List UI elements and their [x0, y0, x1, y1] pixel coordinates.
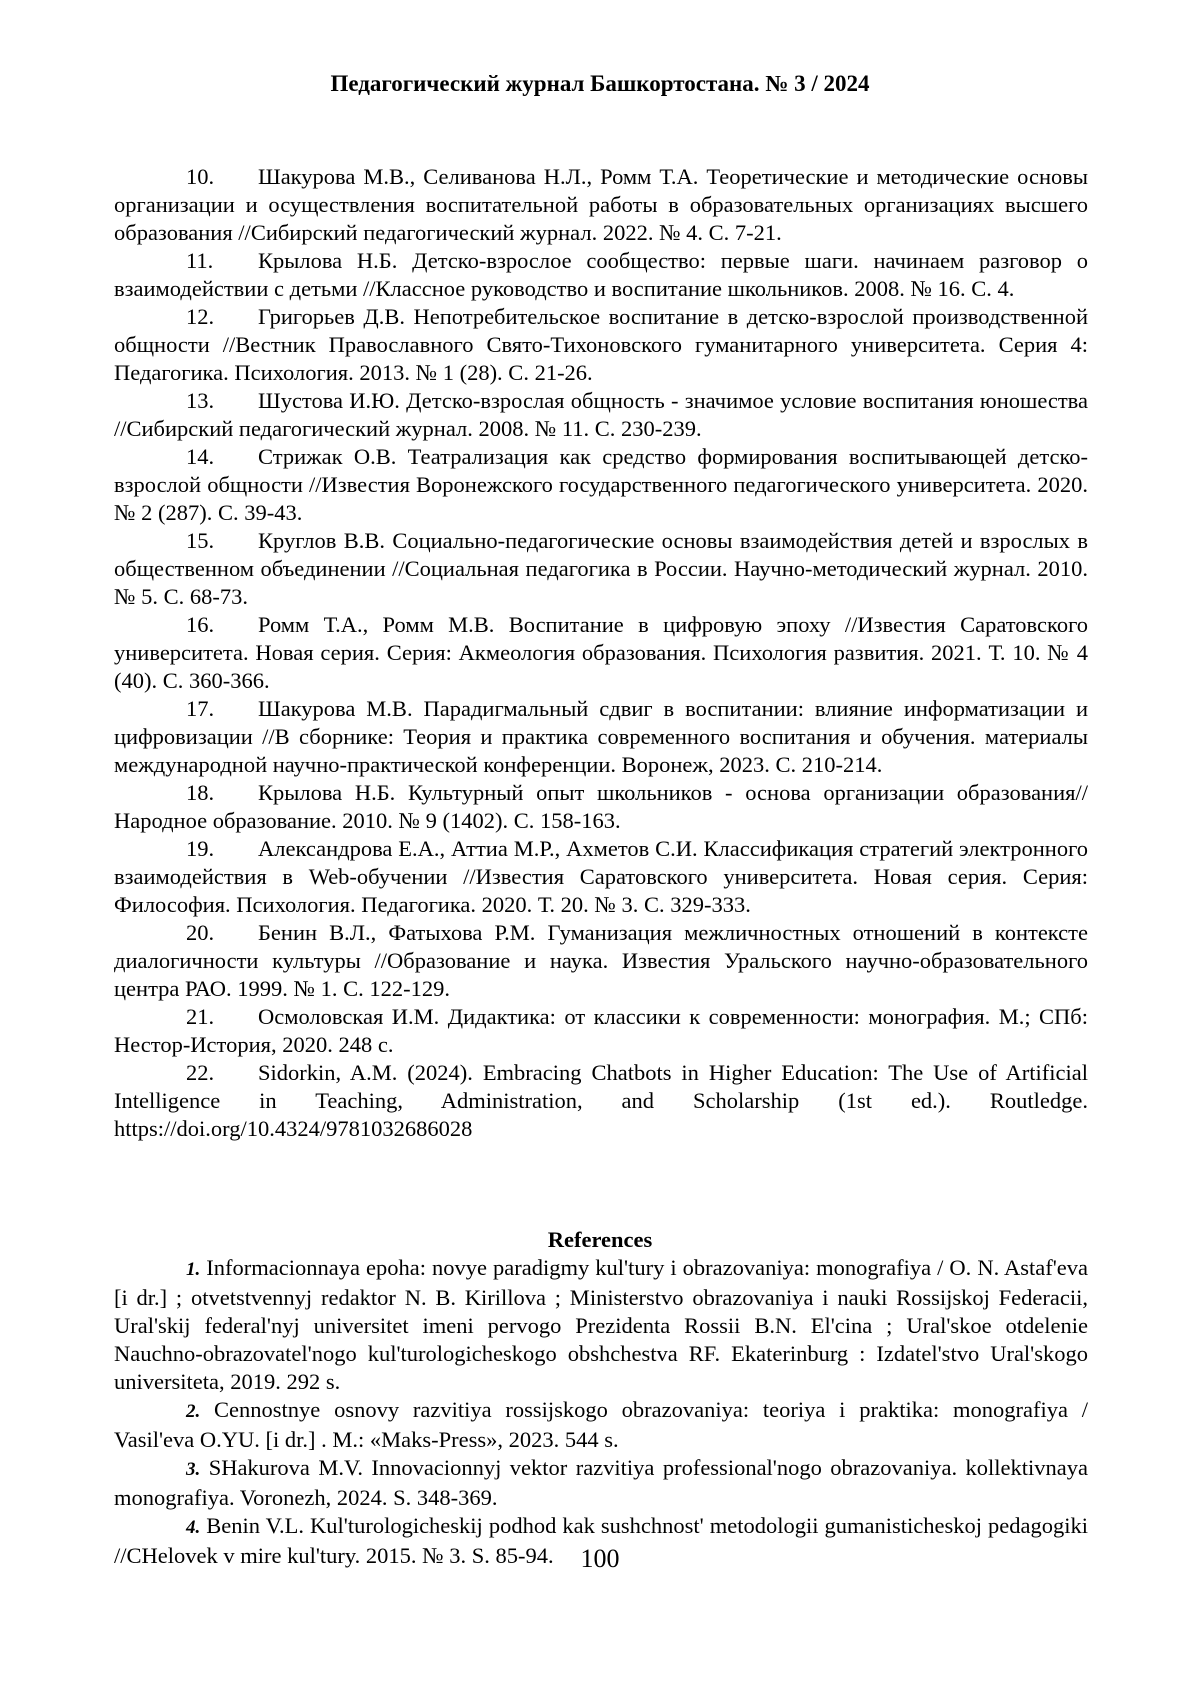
reference-item [114, 247, 1088, 303]
reference-number: 10. [186, 164, 215, 189]
reference-text: Осмоловская И.М. Дидактика: от классики к современности: монография. М.; СПб: Нестор-История, 2020. 248 с. [114, 1004, 1088, 1057]
reference-item [114, 1396, 1088, 1454]
reference-item [114, 1003, 1088, 1059]
reference-item [114, 1454, 1088, 1512]
reference-text: Григорьев Д.В. Непотребительское воспитание в детско-взрослой производственной общности //Вестник Православного Свято-Тихоновского гуманитарного университета. Серия 4: Педагогика. Психология. 2013. № 1 (28). С. 21-26. [114, 304, 1088, 385]
reference-item [114, 835, 1088, 919]
reference-number: 19. [186, 836, 215, 861]
reference-text: Александрова Е.А., Аттиа М.Р., Ахметов С.И. Классификация стратегий электронного взаимодействия в Web-обучении //Известия Саратовского университета. Новая серия. Серия: Философия. Психология. Педагогика. 2020. Т. 20. № 3. С. 329-333. [114, 836, 1088, 917]
page-number: 100 [580, 1544, 620, 1573]
reference-item [114, 303, 1088, 387]
reference-number: 21. [186, 1004, 215, 1029]
reference-number: 20. [186, 920, 215, 945]
reference-text: Шакурова М.В., Селиванова Н.Л., Ромм Т.А. Теоретические и методические основы организации и осуществления воспитательной работы в образовательных организациях высшего образования //Сибирский педагогический журнал. 2022. № 4. С. 7-21. [114, 164, 1088, 245]
references-section-title: References [547, 1227, 653, 1252]
reference-text: Круглов В.В. Социально-педагогические основы взаимодействия детей и взрослых в общественном объединении //Социальная педагогика в России. Научно-методический журнал. 2010. № 5. С. 68-73. [114, 528, 1088, 609]
reference-number: 12. [186, 304, 215, 329]
reference-number: 14. [186, 444, 215, 469]
reference-number: 3. [186, 1459, 201, 1480]
reference-number: 22. [186, 1060, 215, 1085]
reference-number: 13. [186, 388, 215, 413]
reference-text: Cennostnye osnovy razvitiya rossijskogo obrazovaniya: teoriya i praktika: monografiya / Vasil'eva O.YU. [i dr.] . M.: «Maks-Press», 2023. 544 s. [114, 1397, 1088, 1452]
reference-number: 17. [186, 696, 215, 721]
reference-number: 2. [186, 1401, 201, 1422]
reference-number: 1. [186, 1259, 201, 1280]
reference-text: Крылова Н.Б. Культурный опыт школьников - основа организации образования//Народное образование. 2010. № 9 (1402). С. 158-163. [114, 780, 1088, 833]
reference-text: Sidorkin, A.M. (2024). Embracing Chatbots in Higher Education: The Use of Artificial Intelligence in Teaching, Administration, and Scholarship (1st ed.). Routledge. https://doi.org/10.4324/9781032686028 [114, 1060, 1088, 1141]
russian-reference-list [114, 163, 1088, 1143]
reference-item [114, 387, 1088, 443]
reference-number: 11. [186, 248, 214, 273]
reference-item [114, 527, 1088, 611]
reference-number: 15. [186, 528, 215, 553]
reference-text: Informacionnaya epoha: novye paradigmy kul'tury i obrazovaniya: monografiya / O. N. Astaf'eva [i dr.] ; otvetstvennyj redaktor N. B. Kirillova ; Ministerstvo obrazovaniya i nauki Rossijskoj Federacii, Ural'skij federal'nyj universitet imeni pervogo Prezidenta Rossii B.N. El'cina ; Ural'skoe otdelenie Nauchno-obrazovatel'nogo kul'turologicheskogo obshchestva RF. Ekaterinburg : Izdatel'stvo Ural'skogo universiteta, 2019. 292 s. [114, 1255, 1088, 1394]
reference-item [114, 919, 1088, 1003]
reference-text: Шакурова М.В. Парадигмальный сдвиг в воспитании: влияние информатизации и цифровизации //В сборнике: Теория и практика современного воспитания и обучения. материалы международной научно-практической конференции. Воронеж, 2023. С. 210-214. [114, 696, 1088, 777]
reference-item [114, 1254, 1088, 1396]
reference-item [114, 695, 1088, 779]
reference-text: Бенин В.Л., Фатыхова Р.М. Гуманизация межличностных отношений в контексте диалогичности культуры //Образование и наука. Известия Уральского научно-образовательного центра РАО. 1999. № 1. С. 122-129. [114, 920, 1088, 1001]
reference-number: 18. [186, 780, 215, 805]
reference-item [114, 1059, 1088, 1143]
reference-item [114, 611, 1088, 695]
reference-text: Ромм Т.А., Ромм М.В. Воспитание в цифровую эпоху //Известия Саратовского университета. Новая серия. Серия: Акмеология образования. Психология развития. 2021. Т. 10. № 4 (40). С. 360-366. [114, 612, 1088, 693]
reference-number: 16. [186, 612, 215, 637]
reference-text: Крылова Н.Б. Детско-взрослое сообщество: первые шаги. начинаем разговор о взаимодействии с детьми //Классное руководство и воспитание школьников. 2008. № 16. С. 4. [114, 248, 1088, 301]
reference-text: Benin V.L. Kul'turologicheskij podhod kak sushchnost' metodologii gumanisticheskoj pedagogiki //CHelovek v mire kul'tury. 2015. № 3. S. 85-94. [114, 1513, 1088, 1568]
english-reference-list [114, 1254, 1088, 1570]
reference-item [114, 443, 1088, 527]
journal-header-title: Педагогический журнал Башкортостана. № 3 / 2024 [330, 71, 870, 96]
reference-item [114, 779, 1088, 835]
reference-text: Стрижак О.В. Театрализация как средство формирования воспитывающей детско-взрослой общности //Известия Воронежского государственного педагогического университета. 2020. № 2 (287). С. 39-43. [114, 444, 1088, 525]
reference-item [114, 163, 1088, 247]
reference-number: 4. [186, 1517, 201, 1538]
reference-text: Шустова И.Ю. Детско-взрослая общность - значимое условие воспитания юношества //Сибирский педагогический журнал. 2008. № 11. С. 230-239. [114, 388, 1088, 441]
reference-text: SHakurova M.V. Innovacionnyj vektor razvitiya professional'nogo obrazovaniya. kollektivnaya monografiya. Voronezh, 2024. S. 348-369. [114, 1455, 1089, 1510]
